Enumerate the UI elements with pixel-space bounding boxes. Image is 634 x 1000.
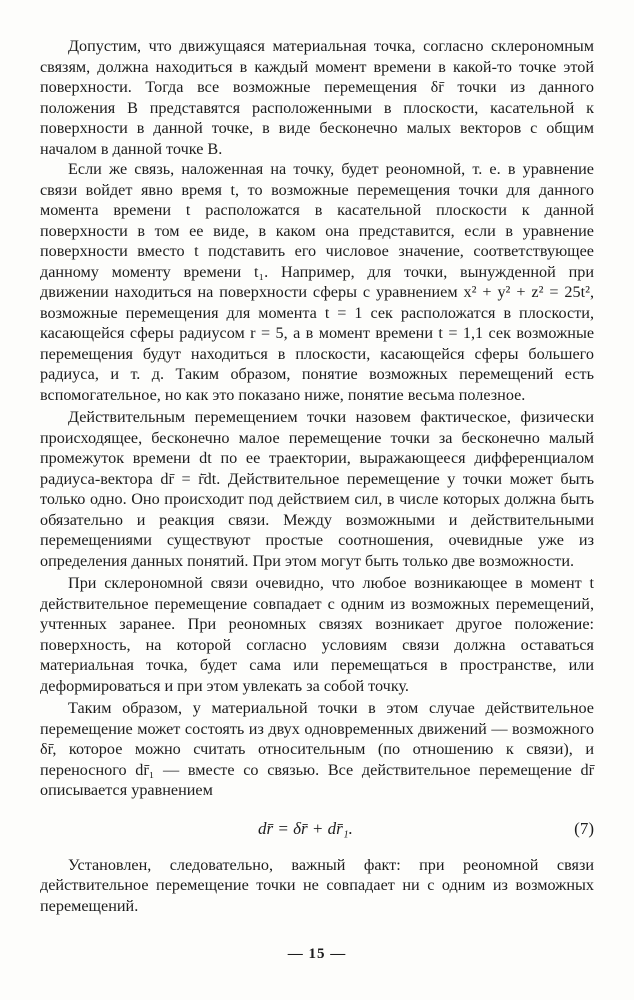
paragraph-4: При склерономной связи очевидно, что любое возникающее в момент t действительное перемещение совпадает с одним из возможных перемещений, учтенных заранее. При реономных связях возникает другое положение: поверхность, на которой согласно условиям связи должна оставаться материальная точка, будет сама или перемещаться в пространстве, или деформироваться и при этом увлекать за собой точку. xyxy=(40,574,594,695)
paragraph-3: Действительным перемещением точки назовем фактическое, физически происходящее, бесконечно малое перемещение точки за бесконечно малый промежуток времени dt по ее траектории, выражающееся дифференциалом радиуса-вектора dr̄ = ṙ̄dt. Действительное перемещение у точки может быть только одно. Оно происходит под действием сил, в числе которых должна быть обязательно и реакция связи. Между возможными и действительными перемещениями существуют простые соотношения, очевидные уже из определения данных понятий. При этом могут быть только две возможности. xyxy=(40,408,594,570)
paragraph-1: Допустим, что движущаяся материальная точка, согласно склерономным связям, должна находиться в каждый момент времени в какой-то точке этой поверхности. Тогда все возможные перемещения δr̄ точки из данного положения B представятся расположенными в плоскости, касательной к поверхности в данной точке, в виде бесконечно малых векторов с общим началом в данной точке B. xyxy=(40,37,594,158)
page-number: — 15 — xyxy=(287,946,347,962)
equation-expression: dr̄ = δr̄ + dr̄₁. xyxy=(258,818,353,838)
equation-number: (7) xyxy=(574,818,594,838)
equation-7 xyxy=(40,807,594,853)
closing-paragraph: Установлен, следовательно, важный факт: при реономной связи действительное перемещение точки не совпадает ни с одним из возможных перемещений. xyxy=(40,855,594,915)
paragraph-2: Если же связь, наложенная на точку, будет реономной, т. е. в уравнение связи войдет явно время t, то возможные перемещения точки для данного момента времени t расположатся в касательной плоскости к данной поверхности в том ее виде, в каком она представится, если в уравнение поверхности вместо t подставить его числовое значение, соответствующее данному моменту времени t₁. Например, для точки, вынужденной при движении находиться на поверхности сферы с уравнением x² + y² + z² = 25t², возможные перемещения для момента t = 1 сек расположатся в плоскости, касающейся сферы радиусом r = 5, а в момент времени t = 1,1 сек возможные перемещения будут находиться в плоскости, касающейся сферы большего радиуса, и т. д. Таким образом, понятие возможных перемещений есть вспомогательное, но как это показано ниже, понятие весьма полезное. xyxy=(40,160,594,404)
paragraph-5: Таким образом, у материальной точки в этом случае действительное перемещение может состоять из двух одновременных движений — возможного δr̄, которое можно считать относительным (по отношению к связи), и переносного dr̄₁ — вместе со связью. Все действительное перемещение dr̄ описывается уравнением xyxy=(40,699,594,799)
